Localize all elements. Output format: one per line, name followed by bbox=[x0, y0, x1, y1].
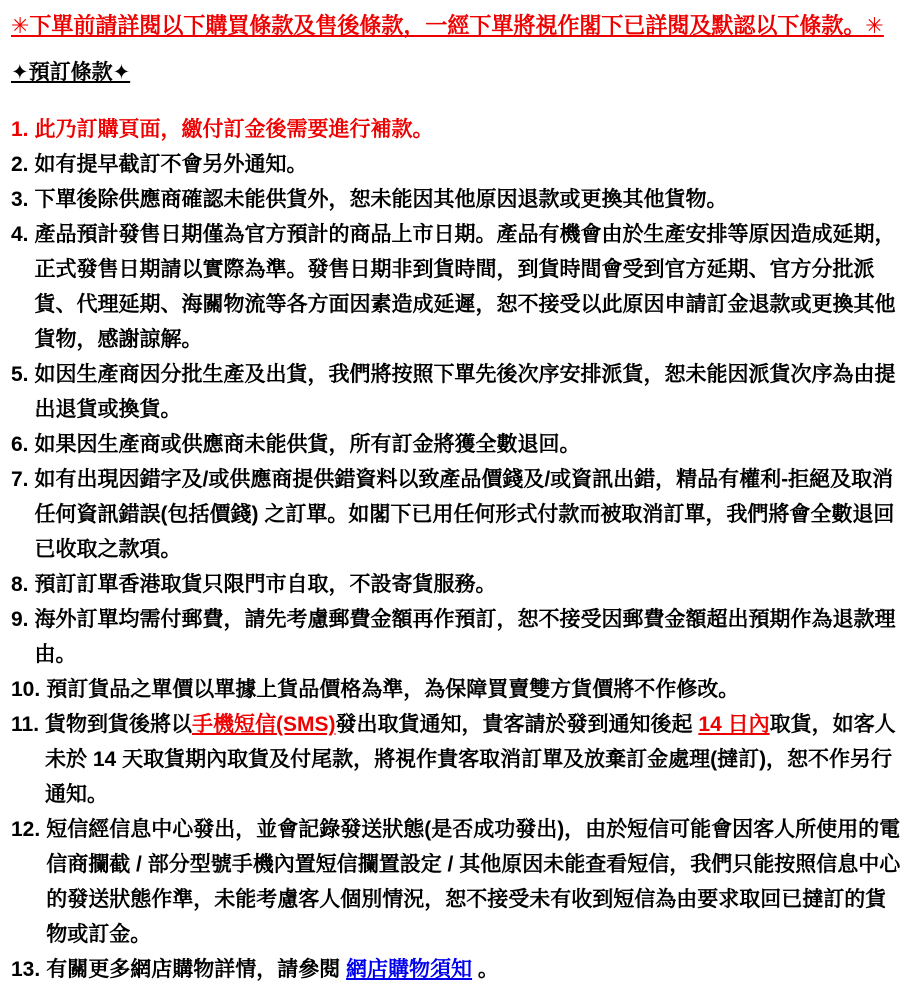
text-segment: 此乃訂購頁面，繳付訂金後需要進行補款。 bbox=[34, 118, 434, 141]
term-text bbox=[35, 147, 907, 182]
term-text bbox=[35, 462, 907, 567]
text-segment: 預訂訂單香港取貨只限門市自取，不設寄貨服務。 bbox=[34, 573, 497, 596]
term-text bbox=[35, 427, 907, 462]
term-item-3 bbox=[11, 182, 907, 217]
text-segment: 有關更多網店購物詳情，請參閱 bbox=[46, 958, 347, 981]
text-segment: 如因生產商因分批生產及出貨，我們將按照下單先後次序安排派貨，恕未能因派貨次序為由提出退貨或換貨。 bbox=[34, 363, 896, 421]
preorder-warning-banner: ✳下單前請詳閱以下購買條款及售後條款，一經下單將視作閣下已詳閱及默認以下條款。✳ bbox=[11, 13, 884, 38]
text-segment: 取貨，如客人未於 14 天取貨期內取貨及付尾款，將視作貴客取消訂單及放棄訂金處理(撻訂)，恕不作另行通知。 bbox=[45, 713, 896, 806]
term-number: 1. bbox=[11, 118, 29, 141]
term-text bbox=[35, 217, 907, 357]
text-segment: 海外訂單均需付郵費，請先考慮郵費金額再作預訂，恕不接受因郵費金額超出預期作為退款理由。 bbox=[34, 608, 896, 666]
term-text bbox=[45, 707, 907, 812]
term-item-8 bbox=[11, 567, 907, 602]
link-store-shopping-guide[interactable]: 網店購物須知 bbox=[346, 958, 473, 981]
term-text bbox=[35, 602, 907, 672]
red-underline-emphasis: 14 日內 bbox=[698, 713, 770, 736]
term-number: 3. bbox=[11, 188, 29, 211]
term-number: 12. bbox=[11, 818, 41, 841]
text-segment: 預訂貨品之單價以單據上貨品價格為準，為保障買賣雙方貨價將不作修改。 bbox=[46, 678, 740, 701]
term-text bbox=[35, 357, 907, 427]
term-text bbox=[35, 567, 907, 602]
term-number: 5. bbox=[11, 363, 29, 386]
text-segment: 如有提早截訂不會另外通知。 bbox=[34, 153, 308, 176]
terms-list bbox=[11, 112, 907, 987]
term-number: 7. bbox=[11, 468, 29, 491]
term-number: 6. bbox=[11, 433, 29, 456]
term-text bbox=[35, 112, 907, 147]
term-item-2 bbox=[11, 147, 907, 182]
term-text bbox=[46, 812, 907, 952]
term-item-11 bbox=[11, 707, 907, 812]
term-number: 8. bbox=[11, 573, 29, 596]
red-underline-emphasis: 手機短信(SMS) bbox=[192, 713, 336, 736]
section-title bbox=[11, 61, 907, 85]
term-item-12 bbox=[11, 812, 907, 952]
term-number: 11. bbox=[11, 713, 40, 736]
text-segment: 如有出現因錯字及/或供應商提供錯資料以致產品價錢及/或資訊出錯，精品有權利-拒絕及取消任何資訊錯誤(包括價錢) 之訂單。如閣下已用任何形式付款而被取消訂單，我們將會全數退回已收取之款項。 bbox=[34, 468, 895, 561]
term-item-7 bbox=[11, 462, 907, 567]
term-text bbox=[46, 952, 907, 987]
text-segment: 短信經信息中心發出，並會記錄發送狀態(是否成功發出)，由於短信可能會因客人所使用的電信商攔截 / 部分型號手機內置短信攔置設定 / 其他原因未能查看短信，我們只能按照信息中心的發送狀態作準，未能考慮客人個別情況，恕不接受未有收到短信為由要求取回已撻訂的貨物或訂金。 bbox=[46, 818, 901, 946]
term-number: 2. bbox=[11, 153, 29, 176]
term-item-13 bbox=[11, 952, 907, 987]
text-segment: 貨物到貨後將以 bbox=[45, 713, 193, 736]
text-segment: 。 bbox=[472, 958, 499, 981]
term-item-5 bbox=[11, 357, 907, 427]
term-number: 4. bbox=[11, 223, 29, 246]
section-title-text: ✦預訂條款✦ bbox=[11, 61, 131, 84]
term-item-9 bbox=[11, 602, 907, 672]
term-text bbox=[35, 182, 907, 217]
term-item-6 bbox=[11, 427, 907, 462]
text-segment: 產品預計發售日期僅為官方預計的商品上市日期。產品有機會由於生產安排等原因造成延期，正式發售日期請以實際為準。發售日期非到貨時間，到貨時間會受到官方延期、官方分批派貨、代理延期、海關物流等各方面因素造成延遲，恕不接受以此原因申請訂金退款或更換其他貨物，感謝諒解。 bbox=[34, 223, 896, 351]
term-item-1 bbox=[11, 112, 907, 147]
text-segment: 發出取貨通知，貴客請於發到通知後起 bbox=[335, 713, 699, 736]
text-segment: 下單後除供應商確認未能供貨外，恕未能因其他原因退款或更換其他貨物。 bbox=[34, 188, 728, 211]
term-number: 13. bbox=[11, 958, 41, 981]
term-number: 10. bbox=[11, 678, 41, 701]
term-item-4 bbox=[11, 217, 907, 357]
term-text bbox=[46, 672, 907, 707]
term-item-10 bbox=[11, 672, 907, 707]
term-number: 9. bbox=[11, 608, 29, 631]
text-segment: 如果因生產商或供應商未能供貨，所有訂金將獲全數退回。 bbox=[34, 433, 581, 456]
